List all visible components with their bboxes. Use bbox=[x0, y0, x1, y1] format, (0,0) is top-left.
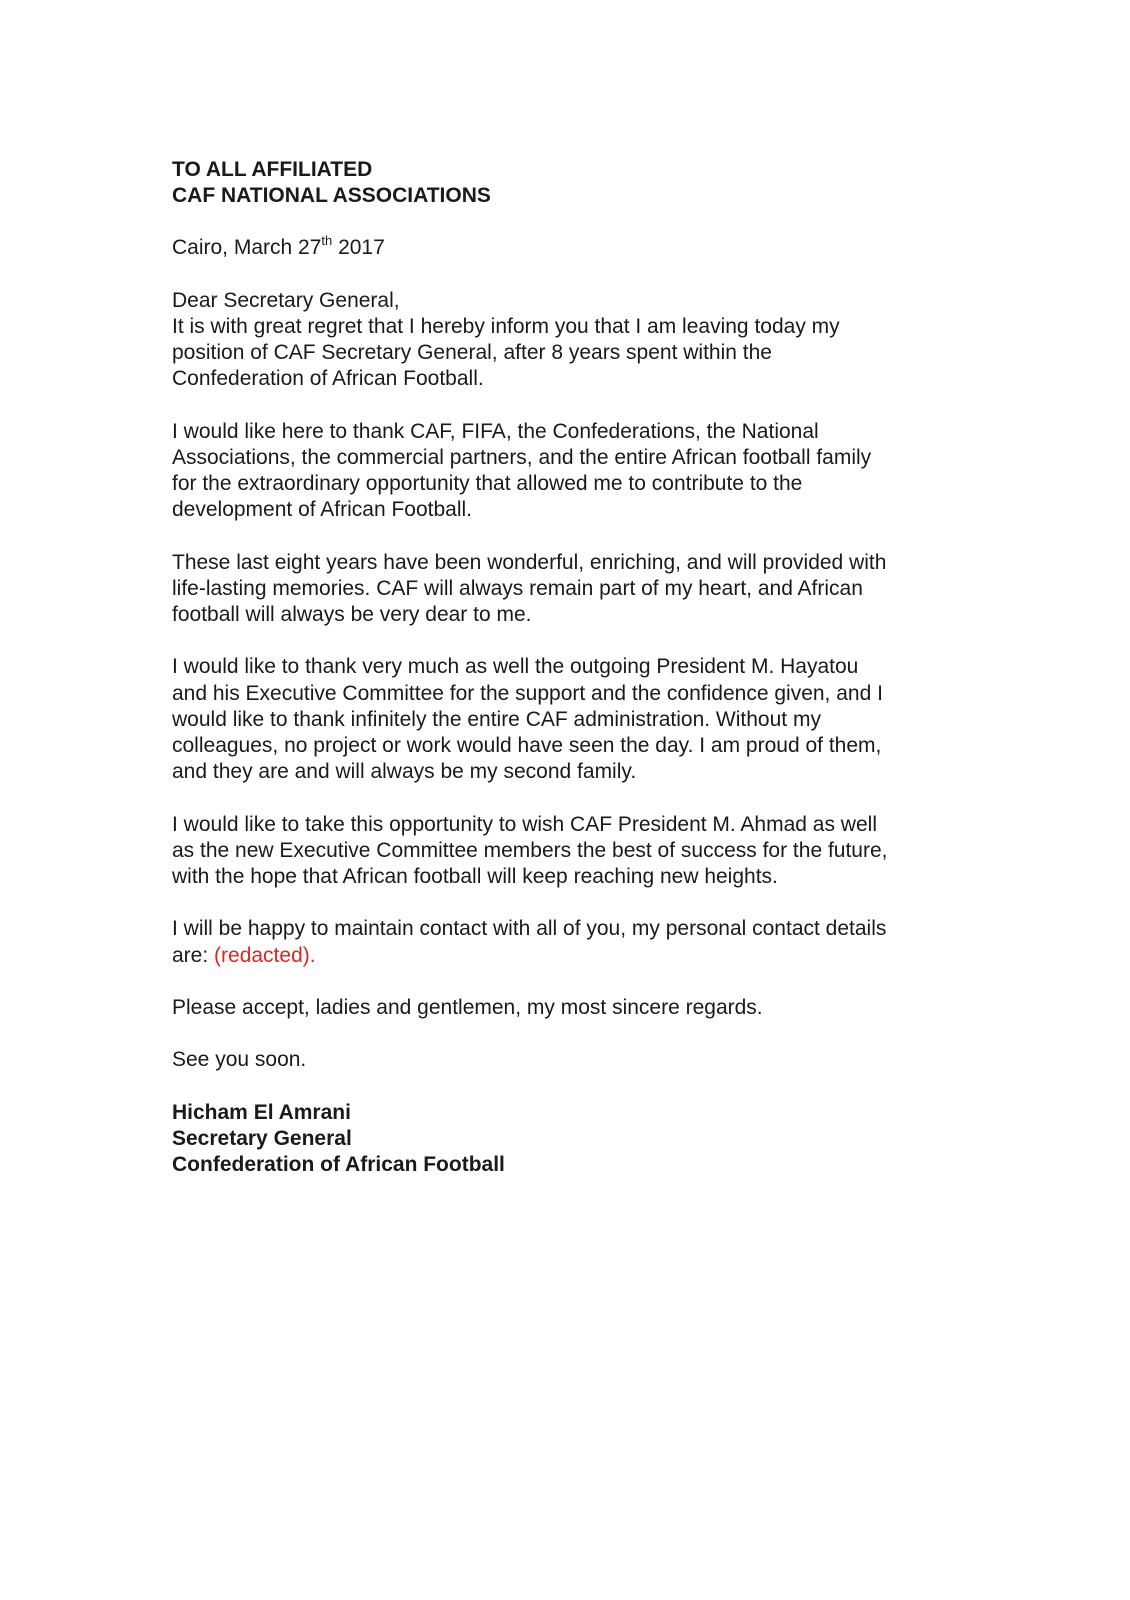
paragraph-2-line-4: development of African Football. bbox=[172, 498, 473, 522]
paragraph-5-line-1: I would like to take this opportunity to wish CAF President M. Ahmad as well bbox=[172, 812, 877, 836]
redacted-contact-details: (redacted). bbox=[214, 943, 316, 967]
contact-details-prefix: are: bbox=[172, 943, 215, 967]
signatory-organization: Confederation of African Football bbox=[172, 1153, 505, 1177]
paragraph-2-line-1: I would like here to thank CAF, FIFA, the Confederations, the National bbox=[172, 419, 819, 443]
paragraph-4-line-2: and his Executive Committee for the support and the confidence given, and I bbox=[172, 681, 883, 705]
dateline-year: 2017 bbox=[332, 236, 385, 260]
paragraph-4-line-3: would like to thank infinitely the entire CAF administration. Without my bbox=[172, 707, 821, 731]
see-you-soon: See you soon. bbox=[172, 1048, 307, 1072]
paragraph-3-line-2: life-lasting memories. CAF will always remain part of my heart, and African bbox=[172, 576, 863, 600]
closing-regards: Please accept, ladies and gentlemen, my most sincere regards. bbox=[172, 996, 763, 1019]
paragraph-4 bbox=[172, 654, 972, 785]
paragraph-5-line-2: as the new Executive Committee members the best of success for the future, bbox=[172, 838, 888, 862]
letter-page bbox=[172, 157, 972, 1178]
paragraph-3-line-1: These last eight years have been wonderful, enriching, and will provided with bbox=[172, 550, 887, 574]
addressee-block bbox=[172, 157, 972, 209]
paragraph-5-line-3: with the hope that African football will keep reaching new heights. bbox=[172, 865, 778, 889]
dateline bbox=[172, 235, 972, 261]
paragraph-6-line-1: I will be happy to maintain contact with all of you, my personal contact details bbox=[172, 917, 887, 941]
signatory-name: Hicham El Amrani bbox=[172, 1100, 351, 1124]
paragraph-2 bbox=[172, 419, 972, 524]
paragraph-2-line-3: for the extraordinary opportunity that allowed me to contribute to the bbox=[172, 472, 803, 496]
paragraph-1 bbox=[172, 314, 972, 393]
signature-block bbox=[172, 1100, 972, 1179]
paragraph-3 bbox=[172, 550, 972, 629]
dateline-prefix: Cairo, March 27 bbox=[172, 236, 322, 260]
addressee-line-1: TO ALL AFFILIATED bbox=[172, 158, 373, 181]
paragraph-4-line-4: colleagues, no project or work would have seen the day. I am proud of them, bbox=[172, 734, 882, 758]
paragraph-6 bbox=[172, 916, 972, 968]
paragraph-8 bbox=[172, 1047, 972, 1073]
paragraph-3-line-3: football will always be very dear to me. bbox=[172, 603, 532, 627]
dateline-ordinal-suffix: th bbox=[321, 233, 333, 249]
paragraph-5 bbox=[172, 812, 972, 891]
salutation: Dear Secretary General, bbox=[172, 288, 400, 312]
paragraph-2-line-2: Associations, the commercial partners, and the entire African football family bbox=[172, 445, 872, 469]
paragraph-4-line-5: and they are and will always be my second family. bbox=[172, 760, 637, 784]
paragraph-1-line-1: It is with great regret that I hereby inform you that I am leaving today my bbox=[172, 314, 840, 338]
paragraph-6-line-2 bbox=[172, 943, 972, 969]
paragraph-1-line-2: position of CAF Secretary General, after 8 years spent within the bbox=[172, 341, 772, 365]
paragraph-7 bbox=[172, 995, 972, 1021]
addressee-line-2: CAF NATIONAL ASSOCIATIONS bbox=[172, 184, 491, 208]
paragraph-4-line-1: I would like to thank very much as well the outgoing President M. Hayatou bbox=[172, 655, 859, 679]
signatory-title: Secretary General bbox=[172, 1126, 352, 1150]
paragraph-1-line-3: Confederation of African Football. bbox=[172, 367, 484, 391]
